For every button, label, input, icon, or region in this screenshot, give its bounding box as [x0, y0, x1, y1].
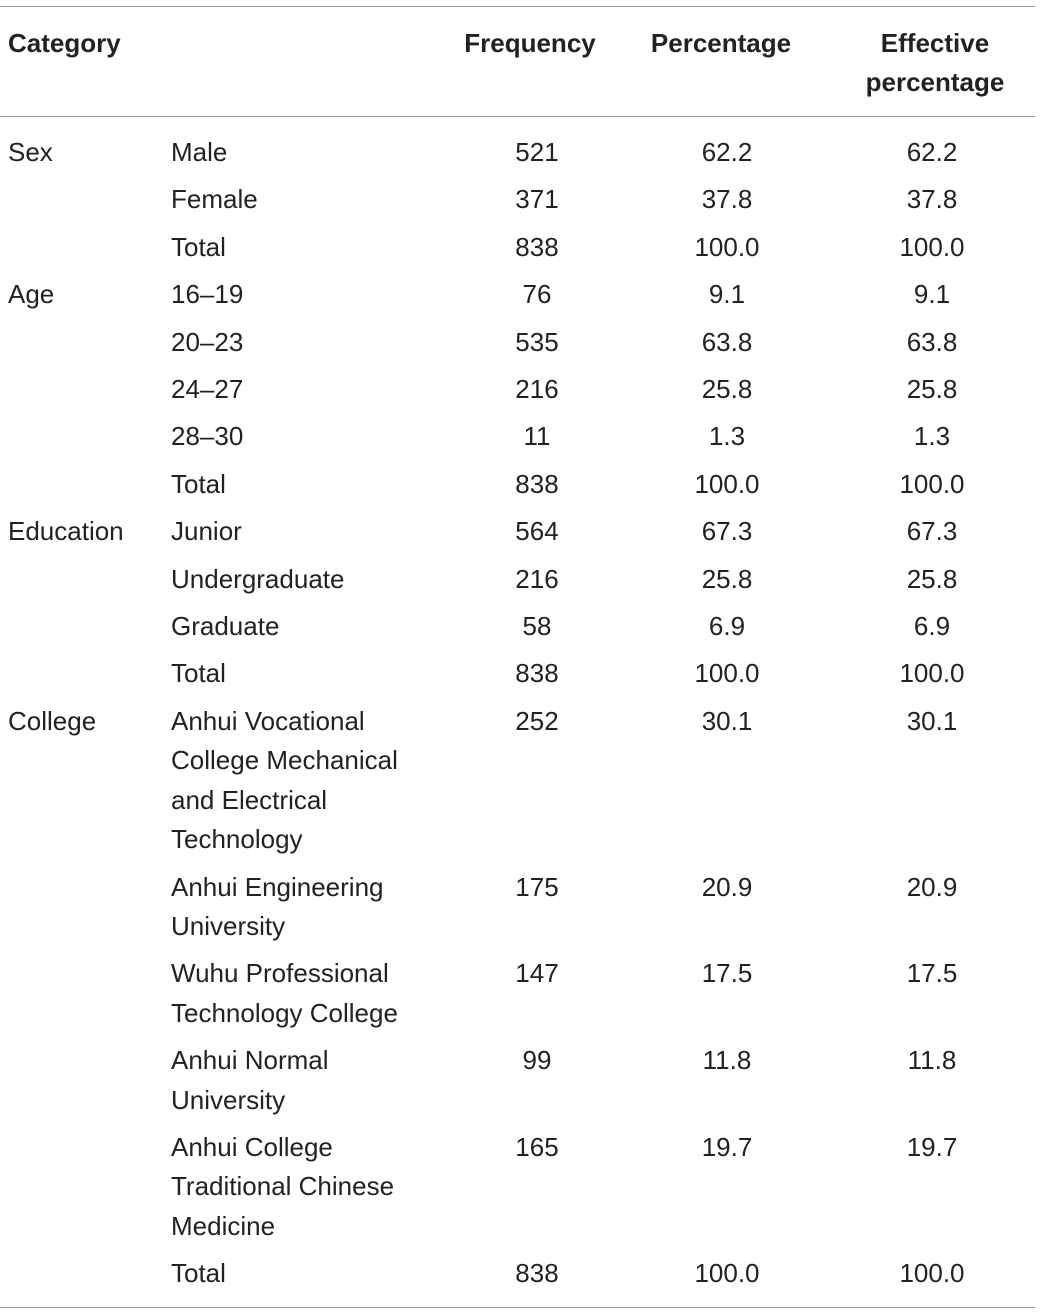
row-frequency: 99	[522, 1045, 552, 1076]
table-row	[0, 133, 1037, 180]
row-item-text: Wuhu Professional Technology College	[171, 958, 398, 1028]
row-percentage: 30.1	[701, 705, 753, 736]
row-frequency: 535	[515, 326, 559, 357]
table-row	[0, 702, 1037, 868]
row-effective-percentage: 1.3	[913, 421, 951, 452]
row-effective-percentage: 37.8	[906, 184, 958, 215]
table-row	[0, 607, 1037, 654]
row-category	[0, 954, 171, 1041]
row-frequency: 175	[515, 871, 559, 902]
row-item-text: Undergraduate	[171, 563, 345, 594]
row-effective-percentage: 100.0	[899, 1258, 965, 1289]
table-rows	[0, 133, 1037, 1302]
row-item-text: 24–27	[171, 374, 244, 405]
table-row	[0, 560, 1037, 607]
row-percentage: 37.8	[701, 184, 753, 215]
row-percentage: 100.0	[694, 468, 760, 499]
row-percentage: 9.1	[708, 279, 746, 310]
row-item	[171, 607, 447, 654]
row-frequency: 838	[515, 468, 559, 499]
row-item	[171, 1128, 447, 1254]
table-row	[0, 370, 1037, 417]
row-effective-percentage: 25.8	[906, 563, 958, 594]
row-category	[0, 370, 171, 417]
row-item	[171, 512, 447, 559]
table-row	[0, 1128, 1037, 1254]
row-item-text: Total	[171, 231, 226, 262]
table-row	[0, 954, 1037, 1041]
row-percentage: 63.8	[701, 326, 753, 357]
row-category: Age	[8, 279, 55, 310]
row-percentage: 100.0	[694, 231, 760, 262]
row-category	[0, 417, 171, 464]
row-frequency: 521	[515, 137, 559, 167]
row-percentage: 19.7	[701, 1131, 753, 1162]
row-effective-percentage: 25.8	[906, 374, 958, 405]
row-effective-percentage: 100.0	[899, 231, 965, 262]
row-effective-percentage: 11.8	[907, 1045, 957, 1076]
header-effective-percentage: Effective percentage	[865, 28, 1005, 97]
row-effective-percentage: 6.9	[913, 611, 951, 642]
row-frequency: 838	[515, 1258, 559, 1289]
row-category: Education	[8, 516, 124, 547]
row-category	[0, 228, 171, 275]
row-percentage: 100.0	[694, 1258, 760, 1289]
row-percentage: 25.8	[701, 563, 753, 594]
row-category	[0, 465, 171, 512]
row-effective-percentage: 19.7	[906, 1131, 958, 1162]
row-percentage: 1.3	[708, 421, 746, 452]
row-category: College	[8, 705, 97, 736]
row-percentage: 62.2	[701, 137, 753, 167]
row-item	[171, 417, 447, 464]
row-item-text: Anhui Engineering University	[171, 871, 384, 941]
row-item-text: Anhui Vocational College Mechanical and Electrical Technology	[171, 705, 398, 855]
row-frequency: 371	[515, 184, 559, 215]
row-frequency: 147	[515, 958, 559, 989]
row-item	[171, 180, 447, 227]
table-row	[0, 180, 1037, 227]
row-item	[171, 323, 447, 370]
row-item-text: Anhui College Traditional Chinese Medicine	[171, 1131, 395, 1241]
row-effective-percentage: 62.2	[906, 137, 958, 167]
row-item	[171, 133, 447, 180]
row-item-text: 28–30	[171, 421, 244, 452]
table-row	[0, 228, 1037, 275]
table-row	[0, 275, 1037, 322]
bottom-rule	[0, 1307, 1035, 1308]
row-percentage: 6.9	[708, 611, 746, 642]
row-item	[171, 560, 447, 607]
row-item-text: Total	[171, 658, 226, 689]
row-effective-percentage: 67.3	[906, 516, 958, 547]
row-item	[171, 702, 447, 868]
row-frequency: 216	[515, 563, 559, 594]
row-effective-percentage: 9.1	[913, 279, 951, 310]
row-effective-percentage: 63.8	[906, 326, 958, 357]
row-effective-percentage: 20.9	[906, 871, 958, 902]
table-row	[0, 417, 1037, 464]
row-item	[171, 868, 447, 955]
header-frequency: Frequency	[464, 28, 596, 58]
top-rule	[0, 6, 1035, 7]
table-body	[0, 133, 1042, 1302]
row-category	[0, 560, 171, 607]
row-category	[0, 868, 171, 955]
row-item-text: 16–19	[171, 279, 244, 310]
table-row	[0, 868, 1037, 955]
header-category: Category	[8, 28, 121, 58]
row-item-text: Junior	[171, 516, 242, 547]
row-item	[171, 275, 447, 322]
row-item-text: Male	[171, 137, 228, 167]
row-item	[171, 1254, 447, 1301]
row-item-text: 20–23	[171, 326, 244, 357]
row-effective-percentage: 100.0	[899, 658, 965, 689]
row-item-text: Graduate	[171, 611, 280, 642]
table-row	[0, 323, 1037, 370]
row-effective-percentage: 30.1	[906, 705, 958, 736]
row-item	[171, 370, 447, 417]
row-category	[0, 607, 171, 654]
row-frequency: 58	[522, 611, 552, 642]
row-percentage: 67.3	[701, 516, 753, 547]
row-item-text: Total	[171, 1258, 226, 1289]
row-item-text: Anhui Normal University	[171, 1045, 329, 1115]
row-percentage: 20.9	[701, 871, 753, 902]
row-frequency: 216	[515, 374, 559, 405]
row-percentage: 100.0	[694, 658, 760, 689]
row-frequency: 11	[523, 421, 551, 452]
row-percentage: 11.8	[702, 1045, 752, 1076]
row-item	[171, 228, 447, 275]
header-percentage: Percentage	[650, 28, 792, 58]
row-item	[171, 954, 447, 1041]
table-row	[0, 654, 1037, 701]
row-percentage: 25.8	[701, 374, 753, 405]
row-category	[0, 1041, 171, 1128]
row-category	[0, 1128, 171, 1254]
row-percentage: 17.5	[701, 958, 753, 989]
row-frequency: 564	[515, 516, 559, 547]
row-category	[0, 654, 171, 701]
table-row	[0, 1254, 1037, 1301]
row-category: Sex	[8, 137, 53, 167]
row-item-text: Female	[171, 184, 258, 215]
row-category	[0, 323, 171, 370]
row-item	[171, 1041, 447, 1128]
row-frequency: 252	[515, 705, 559, 736]
table-row	[0, 1041, 1037, 1128]
row-item	[171, 654, 447, 701]
row-frequency: 165	[515, 1131, 559, 1162]
row-effective-percentage: 100.0	[899, 468, 965, 499]
header-rule	[0, 116, 1035, 117]
row-frequency: 838	[515, 231, 559, 262]
row-frequency: 838	[515, 658, 559, 689]
table-row	[0, 512, 1037, 559]
row-item-text: Total	[171, 468, 226, 499]
row-frequency: 76	[522, 279, 552, 310]
row-category	[0, 180, 171, 227]
row-effective-percentage: 17.5	[906, 958, 958, 989]
row-category	[0, 1254, 171, 1301]
table-row	[0, 465, 1037, 512]
row-item	[171, 465, 447, 512]
